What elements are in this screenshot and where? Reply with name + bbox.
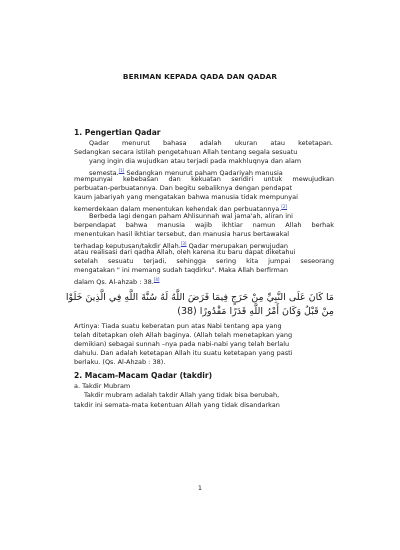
translation-line: berlaku. (Qs. Al-Ahzab : 38). xyxy=(74,358,166,366)
paragraph-line: atau realisasi dari qadha Allah, oleh karena itu baru dapat diketahui xyxy=(74,248,296,256)
paragraph-line: Berbeda lagi dengan paham Ahlisunnah wal jama'ah, aliran ini xyxy=(89,212,293,220)
translation-line: dahulu. Dan adalah ketetapan Allah itu suatu ketetapan yang pasti xyxy=(74,349,293,357)
paragraph-text: kemerdekaan dalam menentukan kehendak dan perbuatannya. xyxy=(74,205,282,214)
paragraph-line: yang ingin dia wujudkan atau terjadi pada makhluqnya dan alam xyxy=(89,157,302,165)
paragraph-line: setelah sesuatu terjadi, sehingga sering kita jumpai seseorang xyxy=(74,257,334,265)
section-heading-macam-qadar: 2. Macam-Macam Qadar (takdir) xyxy=(74,371,213,380)
paragraph-line: mengatakan " ini memang sudah taqdirku". Maka Allah berfirman xyxy=(74,266,288,274)
paragraph-line: mempunyai kebebasan dan kekuatan sendiri untuk mewujudkan xyxy=(74,175,334,183)
arabic-verse-line-2: مِنْ قَبْلُ وَكَانَ أَمْرُ اللَّهِ قَدَرًا مَقْدُورًا (38) xyxy=(177,306,334,317)
paragraph-text: terhadap keputusan/takdir Allah. xyxy=(74,242,181,251)
paragraph-text: Qadar merupakan perwujudan xyxy=(186,242,288,251)
section-heading-pengertian-qadar: 1. Pengertian Qadar xyxy=(74,128,161,137)
translation-line: telah ditetapkan oleh Allah baginya. (Allah telah menetapkan yang xyxy=(74,331,293,339)
paragraph-line: takdir ini semata-mata ketentuan Allah yang tidak disandarkan xyxy=(74,401,280,409)
footnote-link-3[interactable]: [3] xyxy=(180,241,187,246)
paragraph-line xyxy=(74,275,159,287)
paragraph-line: Qadar menurut bahasa adalah ukuran atau ketetapan. xyxy=(89,139,333,147)
footnote-link-1[interactable]: [1] xyxy=(118,168,125,173)
arabic-verse-line-1: مَا كَانَ عَلَى النَّبِيِّ مِنْ حَرَجٍ فِيمَا فَرَضَ اللَّهُ لَهُ سُنَّةَ اللَّهِ فِي الَّذِينَ خَلَوْا xyxy=(65,292,334,303)
paragraph-text: semesta. xyxy=(89,169,119,178)
paragraph-line: berpendapat bahwa manusia wajib ikhtiar namun Allah berhak xyxy=(74,221,334,229)
paragraph-line: perbuatan-perbuatannya. Dan begitu sebaliknya dengan pendapat xyxy=(74,184,293,192)
page-number: 1 xyxy=(197,484,203,492)
translation-line: demikian) sebagai sunnah –nya pada nabi-nabi yang telah berlalu xyxy=(74,340,290,348)
subsection-heading-takdir-mubram: a. Takdir Mubram xyxy=(74,382,131,390)
paragraph-text: Sedangkan menurut paham Qadariyah manusia xyxy=(124,169,283,178)
paragraph-text: dalam Qs. Al-ahzab : 38. xyxy=(74,278,154,287)
paragraph-line: Takdir mubram adalah takdir Allah yang tidak bisa berubah, xyxy=(84,391,280,399)
document-title: BERIMAN KEPADA QADA DAN QADAR xyxy=(122,72,278,81)
paragraph-line: kaum jabariyah yang mengatakan bahwa manusia tidak mempunyai xyxy=(74,193,298,201)
translation-line: Artinya: Tiada suatu keberatan pun atas Nabi tentang apa yang xyxy=(74,322,282,330)
paragraph-line: Sedangkan secara istilah pengetahuan Allah tentang segala sesuatu xyxy=(74,148,298,156)
footnote-link-2[interactable]: [2] xyxy=(281,204,288,209)
footnote-link-4[interactable]: [4] xyxy=(153,277,160,282)
paragraph-line: menentukan hasil ikhtiar tersebut, dan manusia harus bertawakal xyxy=(74,230,290,238)
